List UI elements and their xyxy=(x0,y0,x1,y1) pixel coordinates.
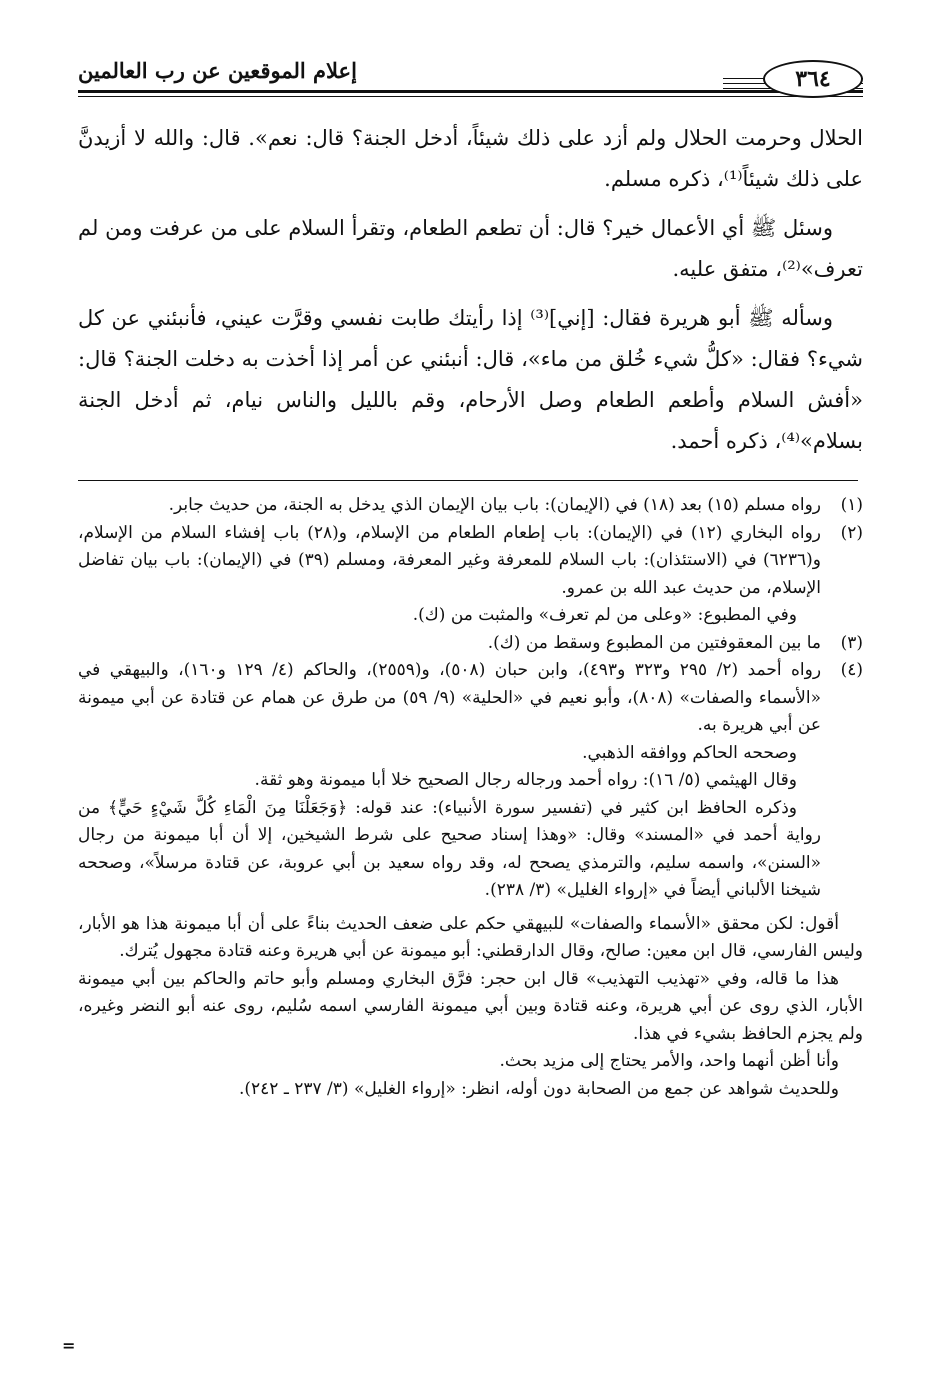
footnote-continuation: أقول: لكن محقق «الأسماء والصفات» للبيهقي حكم على ضعف الحديث بناءً على أن أبا ميمونة هذا هو الأبار، وليس الفارسي، قال ابن معين: صالح، وقال الدارقطني: أبو ميمونة عن أبي هريرة وعنه قتادة مجهول يُترك. xyxy=(78,913,863,961)
continuation-mark: = xyxy=(62,1336,76,1355)
page-number: ٣٦٤ xyxy=(763,60,863,98)
footnote-text: رواه أحمد (٢/ ٢٩٥ و٣٢٣ و٤٩٣)، وابن حبان (٥٠٨)، و(٢٥٥٩)، والحاكم (٤/ ١٢٩ و١٦٠)، والبيهقي في «الأسماء والصفات» (٨٠٨)، وأبو نعيم في «الحلية» (٩/ ٥٩) من طرق عن همام عن قتادة عن أبي ميمونة عن أبي هريرة به. xyxy=(78,660,822,735)
footnote-continuation: وأنا أظن أنهما واحد، والأمر يحتاج إلى مزيد بحث. xyxy=(499,1051,839,1071)
footnote-continuation: وللحديث شواهد عن جمع من الصحابة دون أوله، انظر: «إرواء الغليل» (٣/ ٢٣٧ ـ ٢٤٢). xyxy=(238,1078,839,1099)
header-rule-thin xyxy=(78,96,863,97)
main-paragraph-2: وسئل ﷺ أي الأعمال خير؟ قال: أن تطعم الطعام، وتقرأ السلام على من عرفت ومن لم تعرف»⁽²⁾، متفق عليه. xyxy=(78,216,863,281)
footnote-separator xyxy=(78,480,858,481)
footnote-number: (٤) xyxy=(840,660,863,680)
footnote-text: وقال الهيثمي (٥/ ١٦): رواه أحمد ورجاله رجال الصحيح خلا أبا ميمونة وهو ثقة. xyxy=(254,770,797,790)
footnote-text: وذكره الحافظ ابن كثير في (تفسير سورة الأنبياء): عند قوله: ﴿وَجَعَلْنَا مِنَ الْمَاءِ كُلَّ شَيْءٍ حَيٍّ﴾ من رواية أحمد في «المسند» وقال: «وهذا إسناد صحيح على شرط الشيخين، إلا أن أبا ميمونة من رجال «السنن»، واسمه سليم، والترمذي يصحح له، وقد رواه سعيد بن أبي عروبة، عن قتادة مرسلاً»، وصححه شيخنا الألباني أيضاً في «إرواء الغليل» (٣/ ٢٣٨). xyxy=(78,797,821,900)
running-header xyxy=(78,50,863,106)
book-title: إعلام الموقعين عن رب العالمين xyxy=(78,58,357,83)
footnote-text: ما بين المعقوفتين من المطبوع وسقط من (ك). xyxy=(487,632,821,653)
footnote-continuation: هذا ما قاله، وفي «تهذيب التهذيب» قال ابن حجر: فرَّق البخاري ومسلم وأبو حاتم والحاكم بين أبي ميمونة الأبار، الذي روى عن أبي هريرة، وعنه قتادة وبين أبي ميمونة الفارسي اسمه سُليم، روى عنه أبو النضر وغيره، ولم يجزم الحافظ بشيء في هذا. xyxy=(78,968,863,1044)
footnote-number: (١) xyxy=(840,495,863,515)
main-paragraph-1: الحلال وحرمت الحلال ولم أزد على ذلك شيئاً، أدخل الجنة؟ قال: نعم». قال: والله لا أزيدنَّ على ذلك شيئاً⁽¹⁾، ذكره مسلم. xyxy=(78,126,863,191)
footnote-text: رواه مسلم (١٥) بعد (١٨) في (الإيمان): باب بيان الإيمان الذي يدخل به الجنة، من حديث جابر. xyxy=(168,495,821,515)
footnote-4 xyxy=(78,657,863,905)
footnote-1 xyxy=(78,492,863,520)
header-rule-thick xyxy=(78,90,863,93)
footnote-number: (٣) xyxy=(840,632,863,653)
main-text xyxy=(78,118,863,470)
footnote-number: (٢) xyxy=(840,522,863,543)
main-paragraph-3: وسأله ﷺ أبو هريرة فقال: [إني]⁽³⁾ إذا رأيتك طابت نفسي وقرَّت عيني، فأنبئني عن كل شيء؟ فقال: «كلُّ شيء خُلق من ماء»، قال: أنبئني عن أمر إذا أخذت به دخلت الجنة؟ قال: «أفش السلام وأطعم الطعام وصل الأرحام، وقم بالليل والناس نيام، ثم أدخل الجنة بسلام»⁽⁴⁾، ذكره أحمد. xyxy=(78,306,863,453)
footnote-text: رواه البخاري (١٢) في (الإيمان): باب إطعام الطعام من الإسلام، و(٢٨) باب إفشاء السلام من الإسلام، و(٦٢٣٦) في (الاستئذان): باب السلام للمعرفة وغير المعرفة، ومسلم (٣٩) في (الإيمان): باب بيان تفاضل الإسلام، من حديث عبد الله بن عمرو. xyxy=(78,522,822,598)
footnote-text: وفي المطبوع: «وعلى من لم تعرف» والمثبت من (ك). xyxy=(412,605,797,625)
footnotes xyxy=(78,492,863,1103)
footnote-2 xyxy=(78,520,863,630)
footnote-3 xyxy=(78,630,863,658)
footnote-text: وصححه الحاكم ووافقه الذهبي. xyxy=(582,742,797,763)
